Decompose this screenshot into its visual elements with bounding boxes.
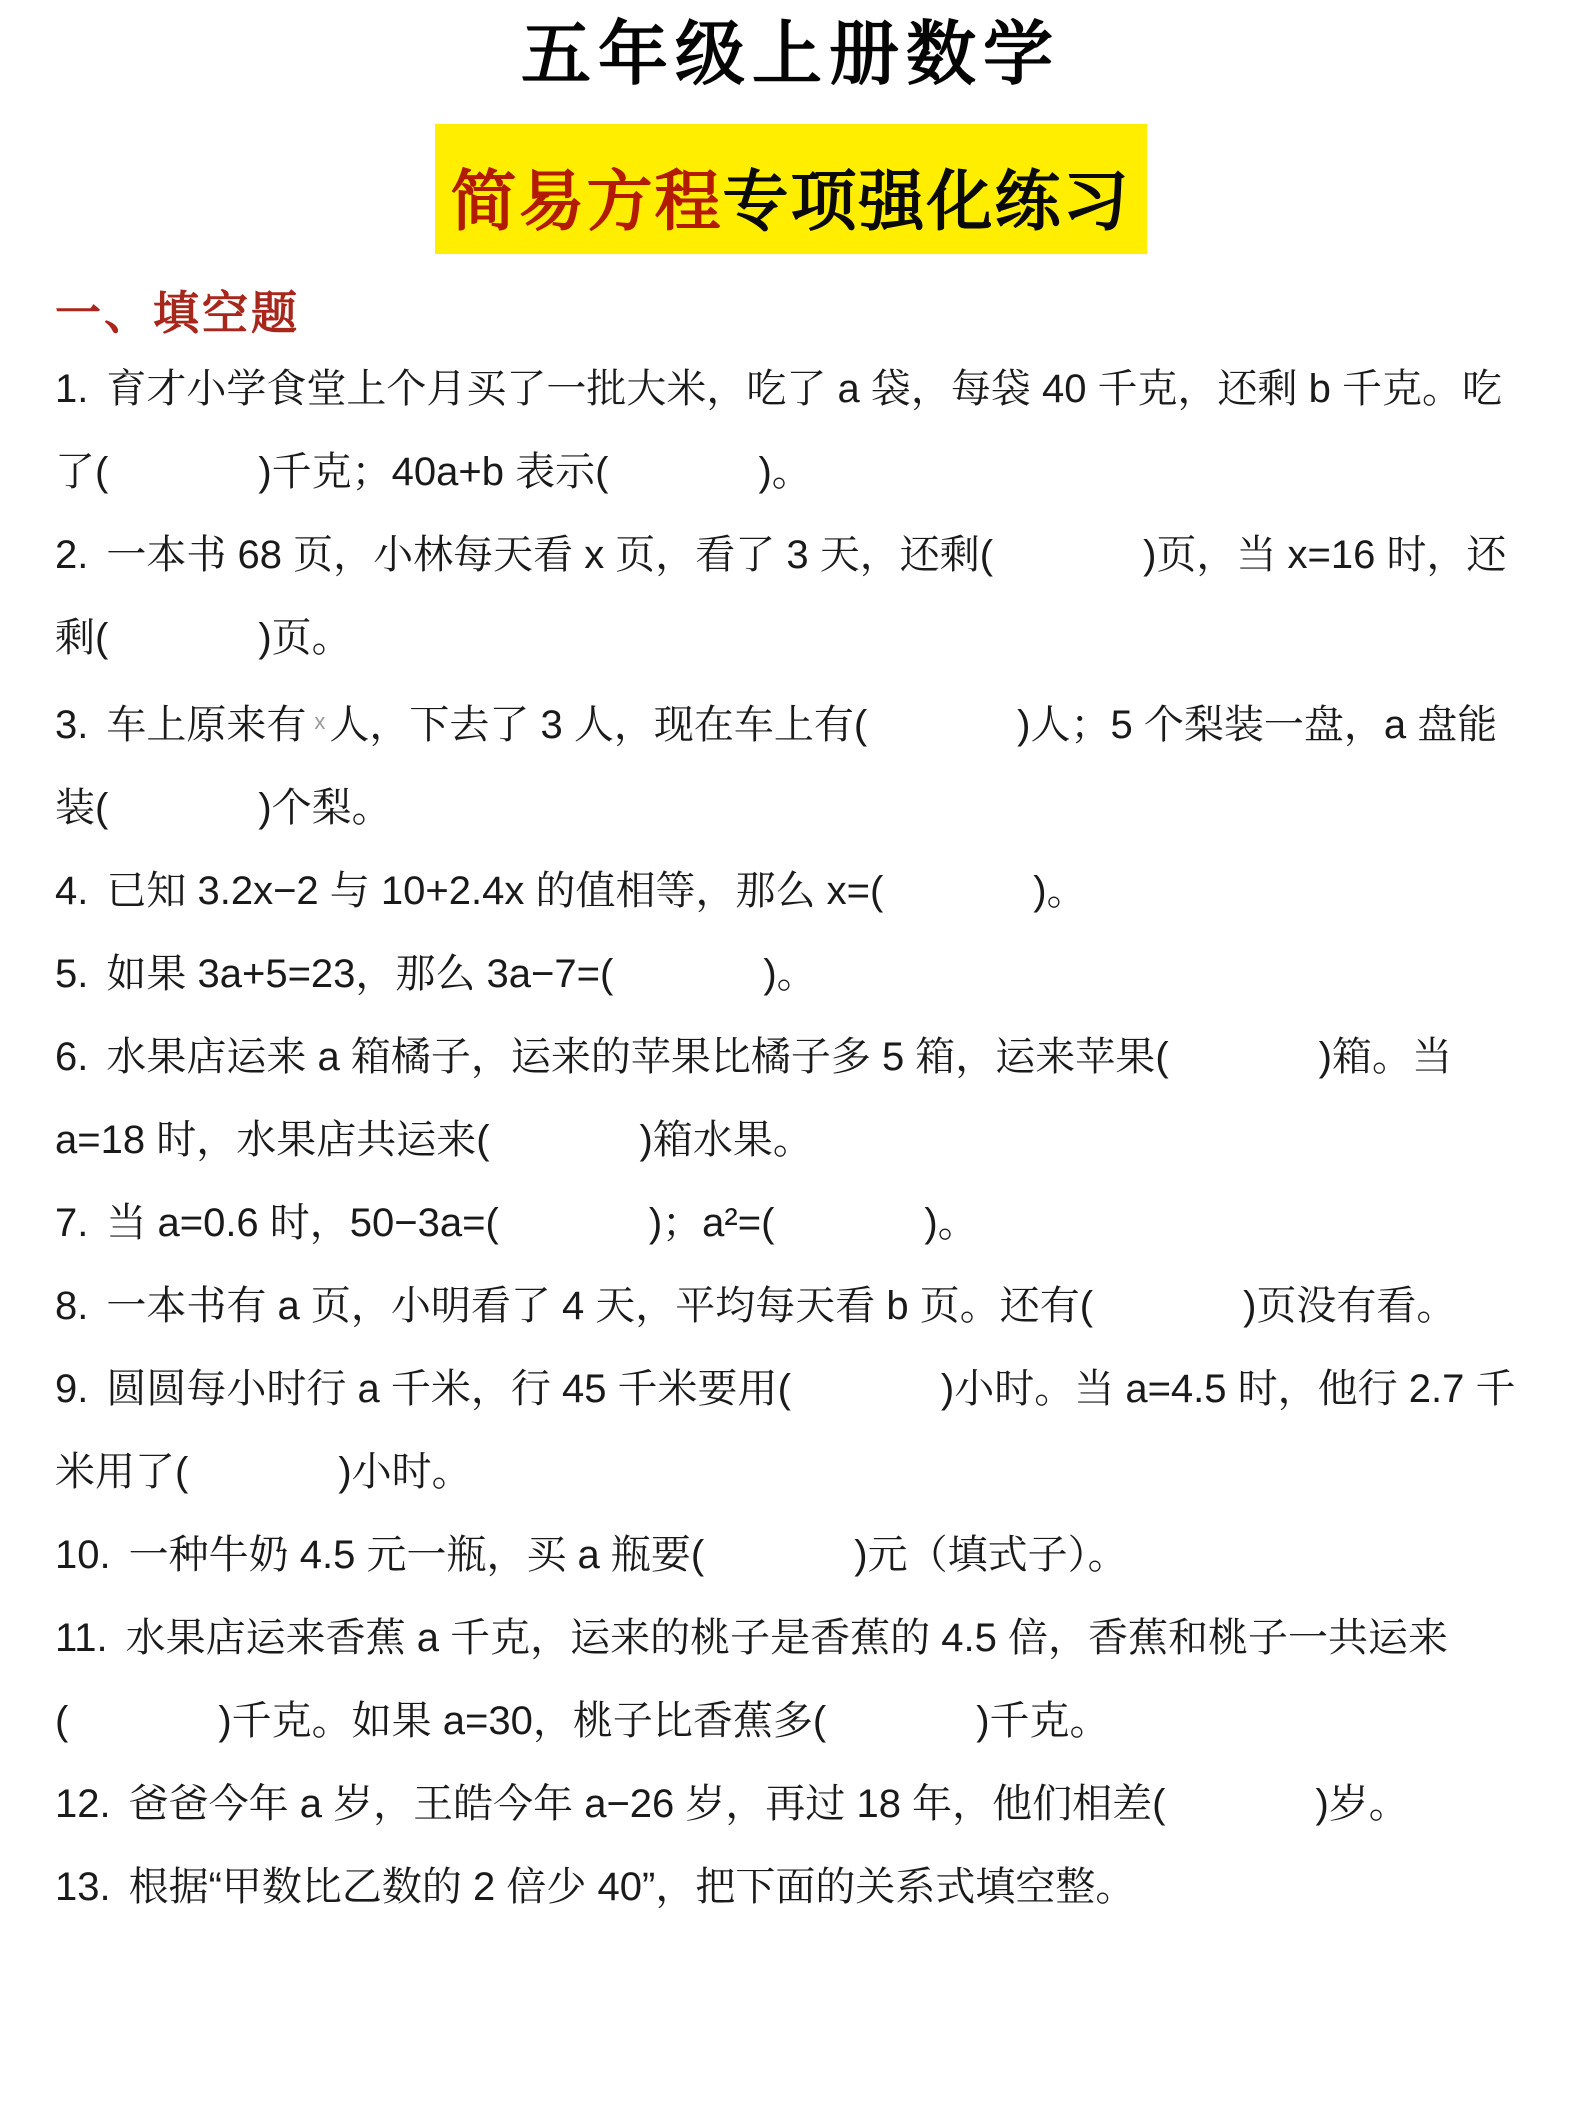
question-text: 小时。 bbox=[351, 1450, 472, 1494]
question-text: 一本书有 a 页，小明看了 4 天，平均每天看 b 页。还有 bbox=[106, 1284, 1080, 1328]
question bbox=[55, 680, 1526, 850]
blank-gap bbox=[490, 1152, 640, 1153]
fill-in-blank: ( ) bbox=[853, 703, 1031, 747]
question-number: 9. bbox=[55, 1367, 89, 1411]
fill-in-blank: ( ) bbox=[869, 869, 1047, 913]
blank-gap bbox=[499, 1235, 649, 1236]
blank-gap bbox=[993, 567, 1143, 568]
blank-gap bbox=[68, 1733, 218, 1734]
fill-in-blank: ( ) bbox=[812, 1699, 990, 1743]
question-text: 。 bbox=[1046, 869, 1087, 913]
question-number: 3. bbox=[55, 703, 89, 747]
question-text: 如果 3a+5=23，那么 3a−7= bbox=[106, 952, 600, 996]
question-text: 人，下去了 3 人，现在车上有 bbox=[329, 703, 854, 747]
fill-in-blank: ( ) bbox=[595, 450, 772, 494]
question bbox=[55, 1597, 1526, 1763]
fill-in-blank: ( ) bbox=[690, 1533, 868, 1577]
question-text: 箱水果。 bbox=[652, 1118, 813, 1162]
question bbox=[55, 348, 1526, 514]
question-number: 7. bbox=[55, 1201, 89, 1245]
subtitle-banner bbox=[435, 124, 1147, 254]
question-text: 小时。当 a=4.5 时，他行 2.7 千米用了 bbox=[55, 1367, 1516, 1494]
question bbox=[55, 1514, 1526, 1597]
blank-gap bbox=[1169, 1069, 1319, 1070]
fill-in-blank: ( ) bbox=[600, 952, 777, 996]
question-number: 12. bbox=[55, 1782, 111, 1826]
fill-in-blank: ( ) bbox=[979, 533, 1157, 577]
question-text: 育才小学食堂上个月买了一批大米，吃了 a 袋，每袋 40 千克，还剩 b 千克。吃了 bbox=[55, 367, 1503, 494]
blank-gap bbox=[1093, 1318, 1243, 1319]
blank-gap bbox=[774, 1235, 924, 1236]
blank-gap bbox=[188, 1484, 338, 1485]
fill-in-blank: ( ) bbox=[1155, 1035, 1332, 1079]
blank-gap bbox=[826, 1733, 976, 1734]
question-number: 1. bbox=[55, 367, 89, 411]
question-text: 水果店运来香蕉 a 千克，运来的桃子是香蕉的 4.5 倍，香蕉和桃子一共运来 bbox=[125, 1616, 1448, 1660]
page-title: 五年级上册数学 bbox=[521, 15, 1060, 93]
question-text: 水果店运来 a 箱橘子，运来的苹果比橘子多 5 箱，运来苹果 bbox=[106, 1035, 1156, 1079]
question bbox=[55, 933, 1526, 1016]
question bbox=[55, 1763, 1526, 1846]
question-text: 。 bbox=[937, 1201, 978, 1245]
fill-in-blank: ( ) bbox=[485, 1201, 663, 1245]
question-text: ；a²= bbox=[662, 1201, 762, 1245]
question-list bbox=[55, 348, 1526, 1929]
question-number: 2. bbox=[55, 533, 89, 577]
question bbox=[55, 1182, 1526, 1265]
question-number: 4. bbox=[55, 869, 89, 913]
question-text: 页没有看。 bbox=[1256, 1284, 1457, 1328]
blank-gap bbox=[608, 484, 758, 485]
question-number: 5. bbox=[55, 952, 89, 996]
question bbox=[55, 1348, 1526, 1514]
banner-highlight-text: 简易方程 bbox=[450, 164, 723, 238]
blank-gap bbox=[883, 903, 1033, 904]
question-text: 。 bbox=[776, 952, 817, 996]
question-text: 页。 bbox=[271, 616, 352, 660]
blank-gap bbox=[613, 986, 763, 987]
question-text: 千克。如果 a=30，桃子比香蕉多 bbox=[231, 1699, 813, 1743]
question-text: 个梨。 bbox=[271, 786, 392, 830]
question-text: 千克；40a+b 表示 bbox=[271, 450, 596, 494]
question-text: 圆圆每小时行 a 千米，行 45 千米要用 bbox=[106, 1367, 778, 1411]
blank-gap bbox=[1165, 1816, 1315, 1817]
fill-in-blank: ( ) bbox=[95, 616, 272, 660]
question-text: 已知 3.2x−2 与 10+2.4x 的值相等，那么 x= bbox=[106, 869, 870, 913]
question-text: 页，当 x=16 时，还剩 bbox=[55, 533, 1507, 660]
question bbox=[55, 1265, 1526, 1348]
blank-gap bbox=[108, 484, 258, 485]
fill-in-blank: ( ) bbox=[95, 786, 272, 830]
question bbox=[55, 850, 1526, 933]
question-text: 一种牛奶 4.5 元一瓶，买 a 瓶要 bbox=[128, 1533, 691, 1577]
section-heading: 一、填空题 bbox=[55, 287, 300, 339]
question-text: 元（填式子）。 bbox=[867, 1533, 1128, 1577]
fill-in-blank: ( ) bbox=[476, 1118, 653, 1162]
fill-in-blank: ( ) bbox=[95, 450, 272, 494]
question bbox=[55, 1016, 1526, 1182]
blank-gap bbox=[867, 737, 1017, 738]
question-number: 11. bbox=[55, 1616, 108, 1660]
question bbox=[55, 1846, 1526, 1929]
banner-rest-text: 专项强化练习 bbox=[722, 164, 1131, 238]
question-text: 岁。 bbox=[1328, 1782, 1409, 1826]
question-text: 一本书 68 页，小林每天看 x 页，看了 3 天，还剩 bbox=[106, 533, 980, 577]
fill-in-blank: ( ) bbox=[1152, 1782, 1329, 1826]
question-text: 车上原来有 bbox=[106, 703, 307, 747]
fill-in-blank: ( ) bbox=[761, 1201, 938, 1245]
fill-in-blank: ( ) bbox=[55, 1699, 232, 1743]
question-text: 当 a=0.6 时，50−3a= bbox=[106, 1201, 486, 1245]
blank-gap bbox=[108, 650, 258, 651]
fill-in-blank: ( ) bbox=[1079, 1284, 1257, 1328]
question-text: 根据“甲数比乙数的 2 倍少 40”，把下面的关系式填空整。 bbox=[128, 1865, 1136, 1909]
question-text: 千克。 bbox=[989, 1699, 1110, 1743]
fill-in-blank: ( ) bbox=[777, 1367, 955, 1411]
question-text: 。 bbox=[771, 450, 812, 494]
question-text: 爸爸今年 a 岁，王皓今年 a−26 岁，再过 18 年，他们相差 bbox=[128, 1782, 1153, 1826]
question-number: 6. bbox=[55, 1035, 89, 1079]
blank-gap bbox=[108, 820, 258, 821]
fill-in-blank: ( ) bbox=[175, 1450, 352, 1494]
question bbox=[55, 514, 1526, 680]
blank-gap bbox=[704, 1567, 854, 1568]
question-number: 8. bbox=[55, 1284, 89, 1328]
faint-variable-x: x bbox=[314, 709, 326, 734]
question-number: 10. bbox=[55, 1533, 111, 1577]
question-number: 13. bbox=[55, 1865, 111, 1909]
question-text: 人；5 个梨装一盘，a 盘能装 bbox=[55, 703, 1498, 830]
question-text: 箱。当 a=18 时，水果店共运来 bbox=[55, 1035, 1452, 1162]
blank-gap bbox=[791, 1401, 941, 1402]
